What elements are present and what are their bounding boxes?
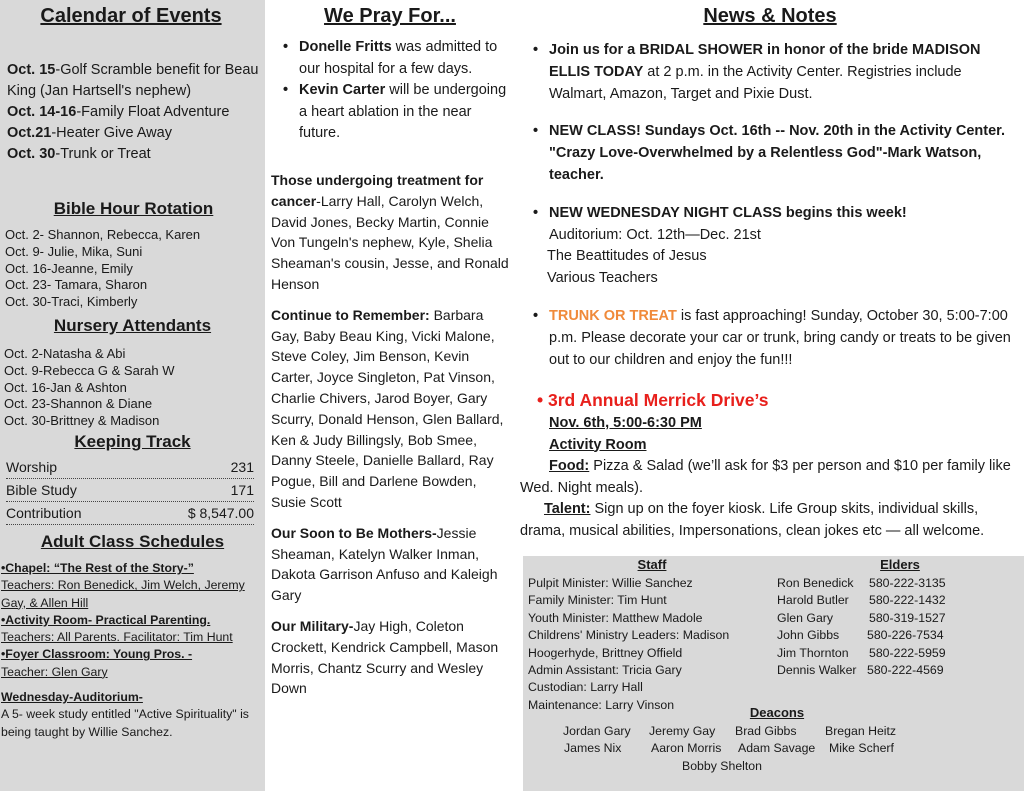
list-item: Glen Gary 580-319-1527	[777, 610, 946, 625]
nursery-title: Nursery Attendants	[53, 316, 212, 335]
calendar-item: Oct. 14-16-Family Float Adventure	[7, 104, 230, 120]
activity-class-teachers: Teachers: All Parents. Facilitator: Tim Hunt	[1, 630, 233, 645]
list-item: Oct. 30-Brittney & Madison	[4, 413, 160, 429]
news-bullets	[531, 40, 1021, 371]
nursery-list	[4, 346, 262, 430]
adult-classes-list	[1, 560, 263, 741]
list-item: Jim Thornton 580-222-5959	[777, 645, 946, 660]
wednesday-class-text: A 5- week study entitled "Active Spirituality" is being taught by Willie Sanchez.	[1, 707, 249, 739]
deacons-row: Bobby Shelton	[682, 758, 762, 773]
calendar-item: Oct. 15-Golf Scramble benefit for Beau King (Jan Hartsell's nephew)	[7, 62, 259, 99]
merrick-date: Nov. 6th, 5:00-6:30 PM	[549, 415, 702, 431]
list-item: John Gibbs 580-226-7534	[777, 628, 944, 643]
merrick-place: Activity Room	[549, 436, 647, 453]
track-row: Worship 231	[6, 457, 254, 479]
elders-title: Elders	[880, 557, 920, 572]
foyer-class-head: •Foyer Classroom: Young Pros. -	[1, 647, 193, 662]
calendar-item: Oct.21-Heater Give Away	[7, 125, 172, 141]
news-item-bridal-shower: • Join us for a BRIDAL SHOWER in honor of the bride MADISON ELLIS TODAY at 2 p.m. in the Activity Center. Registries include Walmart, Amazon, Target and Pixie Dust.	[531, 40, 1021, 105]
staff-title: Staff	[637, 557, 667, 572]
merrick-details	[549, 413, 1019, 456]
foyer-class-teachers: Teacher: Glen Gary	[1, 664, 108, 679]
list-item: Admin Assistant: Tricia Gary	[528, 663, 682, 678]
track-row: Contribution $ 8,547.00	[6, 503, 254, 525]
pray-title: We Pray For...	[324, 5, 456, 27]
list-item: Oct. 16-Jan & Ashton	[4, 379, 127, 395]
pray-section-remember: Continue to Remember: Barbara Gay, Baby Beau King, Vicki Malone, Steve Coley, Jim Benson, Kevin Carter, Joyce Singleton, Pat Vinson, Charlie Chivers, Jarod Boyer, Gary Scurry, Donald Henson, Glen Ballard, Ken & Judy Billingsly, Bob Smee, Danny Steele, Danielle Ballard, Ray Pogue, Bill and Darlene Bowden, Susie Scott	[271, 306, 504, 510]
adult-classes-title: Adult Class Schedules	[40, 532, 225, 551]
wednesday-class-head: Wednesday-Auditorium-	[1, 690, 143, 705]
pray-bullets	[281, 37, 511, 145]
list-item: Oct. 9-Rebecca G & Sarah W	[4, 362, 175, 378]
list-item: • Kevin Carter will be undergoing a heart ablation in the near future.	[281, 80, 511, 145]
list-item: • Donelle Fritts was admitted to our hospital for a few days.	[281, 37, 511, 80]
pray-section-mothers: Our Soon to Be Mothers-Jessie Sheaman, Katelyn Walker Inman, Dakota Garrison Anfuso and Kaleigh Gary	[271, 524, 498, 604]
list-item: Family Minister: Tim Hunt	[528, 593, 667, 608]
pray-sections	[271, 170, 513, 699]
list-item: Maintenance: Larry Vinson	[528, 697, 675, 712]
deacons-list	[563, 723, 923, 775]
merrick-talent: Talent: Sign up on the foyer kiosk. Life Group skits, individual skills, drama, musical abilities, Impersonations, clean jokes etc — all welcome.	[520, 501, 985, 539]
list-item: Custodian: Larry Hall	[528, 680, 643, 695]
list-item: Oct. 23-Shannon & Diane	[4, 396, 153, 412]
deacons-title: Deacons	[749, 705, 805, 720]
list-item: Oct. 16-Jeanne, Emily	[5, 260, 133, 276]
list-item: Pulpit Minister: Willie Sanchez	[528, 576, 693, 590]
elders-list	[777, 575, 1017, 679]
list-item: Oct. 2- Shannon, Rebecca, Karen	[5, 227, 201, 242]
merrick-food: Food: Pizza & Salad (we’ll ask for $3 per person and $10 per family like Wed. Night meals).	[520, 458, 1011, 496]
bible-hour-title: Bible Hour Rotation	[53, 199, 214, 218]
list-item: Dennis Walker 580-222-4569	[777, 663, 944, 678]
list-item: Oct. 23- Tamara, Sharon	[5, 277, 148, 293]
pray-section-cancer: Those undergoing treatment for cancer-Larry Hall, Carolyn Welch, David Jones, Becky Martin, Connie Von Tungeln's nephew, Kyle, Shelia Sheaman's cousin, Jesse, and Ronald Henson	[271, 172, 509, 292]
list-item: Youth Minister: Matthew Madole	[528, 610, 703, 625]
staff-list	[528, 575, 778, 714]
list-item: Hoogerhyde, Brittney Offield	[528, 645, 683, 660]
list-item: Harold Butler 580-222-1432	[777, 593, 946, 608]
chapel-class-teachers: Teachers: Ron Benedick, Jim Welch, Jeremy Gay, & Allen Hill	[1, 578, 245, 610]
track-row: Bible Study 171	[6, 480, 254, 502]
list-item: Oct. 9- Julie, Mika, Suni	[5, 243, 143, 259]
news-item-wednesday-class: • NEW WEDNESDAY NIGHT CLASS begins this week! Auditorium: Oct. 12th—Dec. 21st The Beattitudes of Jesus Various Teachers	[531, 203, 1021, 290]
keeping-track-table	[6, 457, 254, 525]
list-item: Oct. 30-Traci, Kimberly	[5, 294, 138, 310]
bible-hour-list	[5, 227, 263, 311]
activity-class-head: •Activity Room- Practical Parenting.	[1, 612, 211, 627]
list-item: Childrens' Ministry Leaders: Madison	[528, 628, 730, 643]
news-item-new-class: • NEW CLASS! Sundays Oct. 16th -- Nov. 20th in the Activity Center. "Crazy Love-Overwhelmed by a Relentless God"-Mark Watson, teacher.	[531, 121, 1021, 186]
list-item: Oct. 2-Natasha & Abi	[4, 346, 126, 361]
news-item-trunk-or-treat: • TRUNK OR TREAT is fast approaching! Sunday, October 30, 5:00-7:00 p.m. Please decorate your car or trunk, bring candy or treats to be given out to our children and enjoy the fun!!!	[531, 306, 1021, 371]
calendar-title: Calendar of Events	[40, 5, 222, 27]
list-item: Ron Benedick 580-222-3135	[777, 576, 946, 590]
chapel-class-head: •Chapel: “The Rest of the Story-”	[1, 561, 194, 575]
merrick-title: • 3rd Annual Merrick Drive’s	[537, 390, 769, 410]
deacons-row: James Nix Aaron Morris Adam Savage Mike Scherf	[564, 741, 894, 756]
merrick-food-talent	[520, 456, 1020, 542]
deacons-row: Jordan Gary Jeremy Gay Brad Gibbs Bregan Heitz	[563, 724, 897, 738]
news-title: News & Notes	[703, 5, 837, 27]
calendar-item: Oct. 30-Trunk or Treat	[7, 146, 151, 162]
keeping-track-title: Keeping Track	[74, 432, 191, 451]
calendar-list	[7, 60, 259, 165]
pray-section-military: Our Military-Jay High, Coleton Crockett, Kendrick Campbell, Mason Morris, Chantz Scurry and Wesley Down	[271, 617, 499, 697]
